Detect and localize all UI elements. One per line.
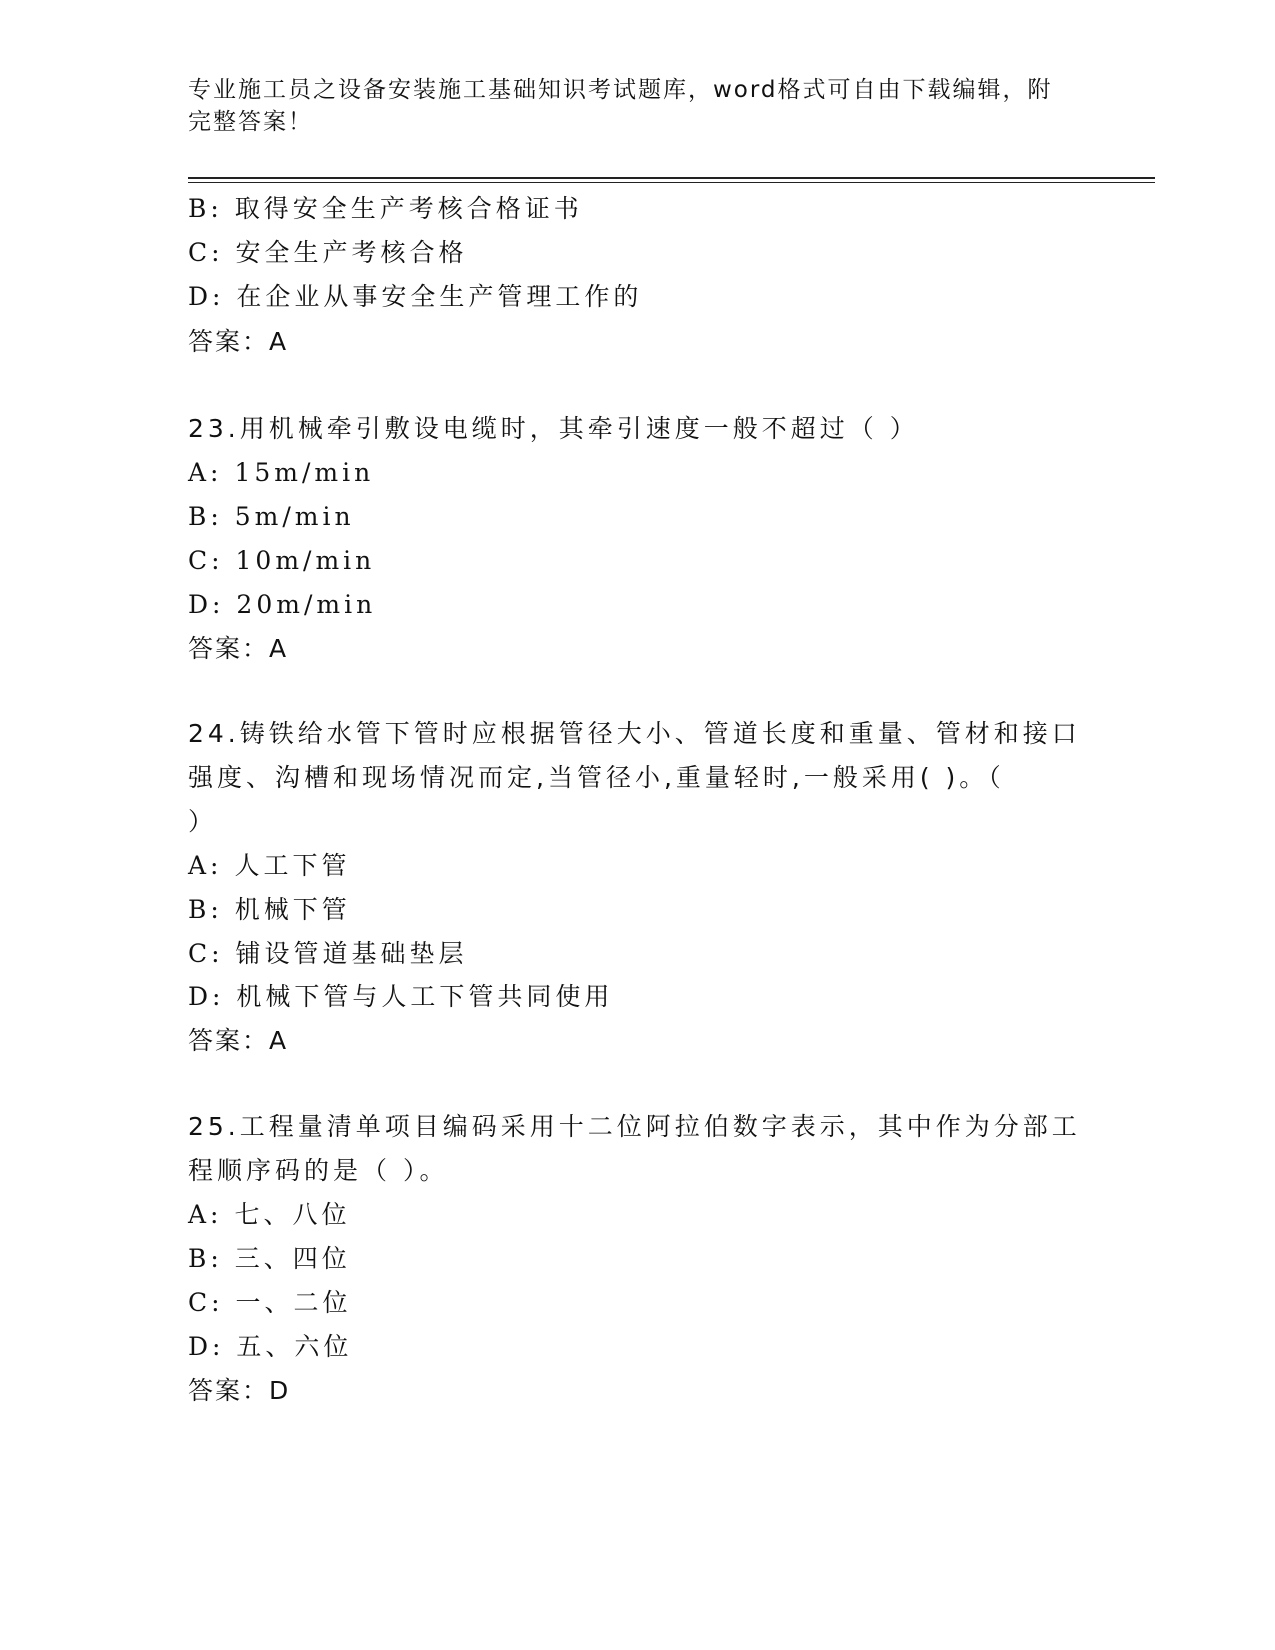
q22-option-b: [188, 192, 583, 226]
q24-question-line1: 24.铸铁给水管下管时应根据管径大小、管道长度和重量、管材和接口: [188, 719, 1081, 748]
q24-answer: 答案：A: [188, 1026, 289, 1055]
option-text: 20m/min: [236, 590, 377, 619]
option-text: 10m/min: [235, 546, 376, 575]
q24-option-c: [188, 937, 468, 971]
option-letter: D:: [188, 590, 225, 619]
option-text: 一、二位: [235, 1288, 352, 1317]
option-letter: C:: [188, 1288, 224, 1317]
q24-option-d: [188, 980, 613, 1014]
q25-option-b: [188, 1242, 351, 1276]
option-letter: D:: [188, 1332, 225, 1361]
q25-answer: 答案：D: [188, 1376, 291, 1405]
option-letter: C:: [188, 546, 224, 575]
option-letter: D:: [188, 282, 225, 311]
option-letter: C:: [188, 238, 224, 267]
q22-option-c: [188, 236, 468, 270]
option-text: 七、八位: [234, 1200, 351, 1229]
q23-option-a: [188, 456, 374, 490]
header-divider-thin: [188, 182, 1155, 183]
option-letter: C:: [188, 939, 224, 968]
q25-option-a: [188, 1198, 350, 1232]
option-letter: A:: [188, 458, 223, 487]
q22-option-d: [188, 280, 642, 314]
option-text: 安全生产考核合格: [235, 238, 468, 267]
option-text: 取得安全生产考核合格证书: [234, 194, 583, 223]
q25-question-line2: 程顺序码的是（ ）。: [188, 1156, 449, 1185]
option-letter: B:: [188, 502, 223, 531]
option-text: 15m/min: [234, 458, 375, 487]
q23-option-c: [188, 544, 375, 578]
q25-option-c: [188, 1286, 352, 1320]
option-text: 三、四位: [234, 1244, 351, 1273]
option-text: 在企业从事安全生产管理工作的: [236, 282, 643, 311]
q24-question-line3: ）: [188, 807, 218, 836]
option-text: 5m/min: [234, 502, 355, 531]
document-header: 专业施工员之设备安装施工基础知识考试题库，word格式可自由下载编辑，附完整答案！: [188, 77, 1053, 135]
q23-question: 23.用机械牵引敷设电缆时，其牵引速度一般不超过（ ）: [188, 414, 919, 443]
option-text: 机械下管: [234, 895, 351, 924]
option-text: 五、六位: [236, 1332, 353, 1361]
option-text: 机械下管与人工下管共同使用: [236, 982, 614, 1011]
q25-option-d: [188, 1330, 352, 1364]
option-letter: A:: [188, 1200, 223, 1229]
option-letter: A:: [188, 851, 223, 880]
option-letter: B:: [188, 194, 223, 223]
option-letter: D:: [188, 982, 225, 1011]
q23-answer: 答案：A: [188, 634, 289, 663]
option-letter: B:: [188, 1244, 223, 1273]
q24-option-a: [188, 849, 350, 883]
option-letter: B:: [188, 895, 223, 924]
option-text: 铺设管道基础垫层: [235, 939, 468, 968]
q24-question-line2: 强度、沟槽和现场情况而定,当管径小,重量轻时,一般采用( )。（: [188, 763, 1005, 792]
q22-answer: 答案：A: [188, 327, 289, 356]
q23-option-b: [188, 500, 355, 534]
header-divider-thick: [188, 177, 1155, 179]
q24-option-b: [188, 893, 351, 927]
option-text: 人工下管: [234, 851, 351, 880]
q25-question-line1: 25.工程量清单项目编码采用十二位阿拉伯数字表示，其中作为分部工: [188, 1112, 1081, 1141]
q23-option-d: [188, 588, 376, 622]
